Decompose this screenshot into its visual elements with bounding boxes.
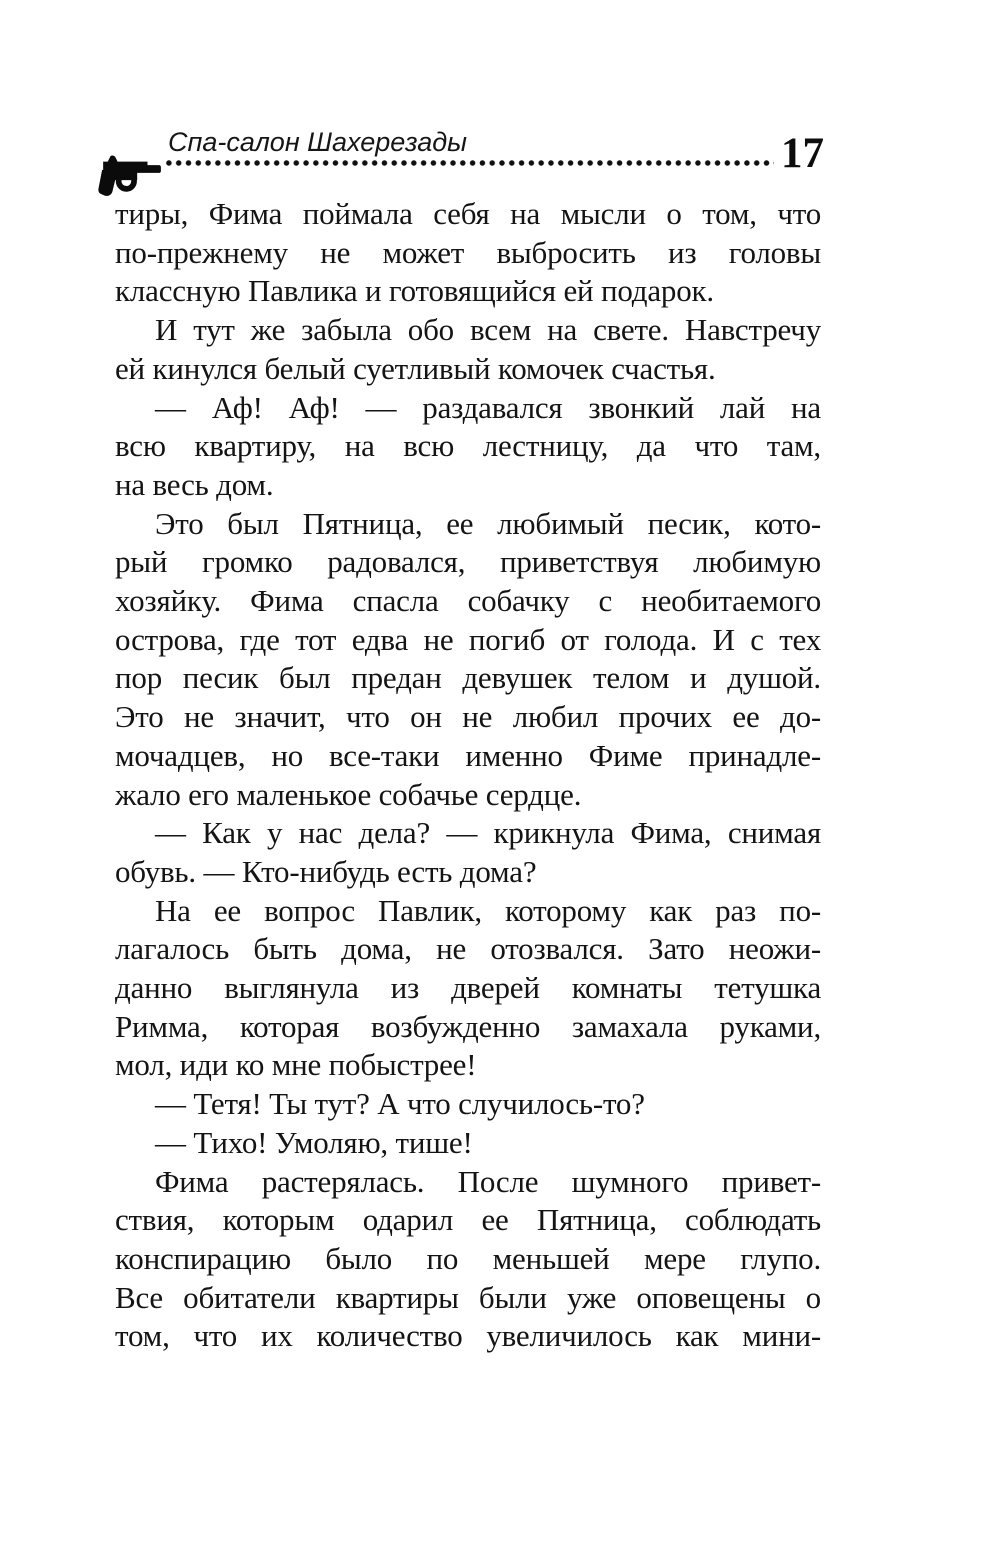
text-line: данно выглянула из дверей комнаты тетушка: [115, 970, 821, 1006]
text-line: ей кинулся белый суетливый комочек счастья.: [115, 350, 716, 386]
chapter-running-title: Спа-салон Шахерезады: [168, 127, 468, 157]
text-line: мол, иди ко мне побыстрее!: [115, 1047, 477, 1083]
text-line: том, что их количество увеличилось как мини-: [115, 1318, 821, 1354]
text-line: — Аф! Аф! — раздавался звонкий лай на: [155, 389, 821, 425]
text-line: ствия, которым одарил ее Пятница, соблюдать: [115, 1202, 821, 1238]
text-line: мочадцев, но все-таки именно Фиме принадле-: [115, 737, 821, 773]
page-number: 17: [781, 130, 824, 177]
text-line: обувь. — Кто-нибудь есть дома?: [115, 853, 537, 889]
text-line: Это был Пятница, ее любимый песик, кото-: [155, 505, 821, 541]
text-line: жало его маленькое собачье сердце.: [115, 776, 582, 812]
dotted-leader: [164, 159, 774, 167]
text-line: И тут же забыла обо всем на свете. Навстречу: [155, 312, 821, 348]
text-line: На ее вопрос Павлик, которому как раз по-: [155, 892, 821, 928]
gun-icon: [98, 155, 164, 197]
text-line: тиры, Фима поймала себя на мысли о том, что: [115, 196, 821, 231]
text-line: острова, где тот едва не погиб от голода. И с тех: [115, 621, 821, 657]
text-line: всю квартиру, на всю лестницу, да что там,: [115, 428, 821, 464]
text-line: пор песик был предан девушек телом и душой.: [115, 660, 821, 696]
text-line: на весь дом.: [115, 466, 274, 502]
text-line: конспирацию было по меньшей мере глупо.: [115, 1240, 821, 1276]
text-line: Это не значит, что он не любил прочих ее до-: [115, 699, 821, 735]
text-line: — Тетя! Ты тут? А что случилось-то?: [155, 1086, 645, 1122]
text-line: классную Павлика и готовящийся ей подарок.: [115, 273, 714, 309]
text-block: [115, 195, 821, 1356]
text-line: Все обитатели квартиры были уже оповещены о: [115, 1279, 821, 1315]
text-line: по-прежнему не может выбросить из головы: [115, 234, 821, 270]
running-head: [0, 0, 1000, 220]
text-line: Фима растерялась. После шумного привет-: [155, 1163, 821, 1199]
text-line: — Тихо! Умоляю, тише!: [155, 1124, 473, 1160]
text-line: — Как у нас дела? — крикнула Фима, снимая: [155, 815, 821, 851]
text-line: хозяйку. Фима спасла собачку с необитаемого: [115, 583, 821, 619]
text-line: Римма, которая возбужденно замахала руками,: [115, 1008, 821, 1044]
text-line: лагалось быть дома, не отозвался. Зато неожи-: [115, 931, 821, 967]
text-line: рый громко радовался, приветствуя любимую: [115, 544, 821, 580]
